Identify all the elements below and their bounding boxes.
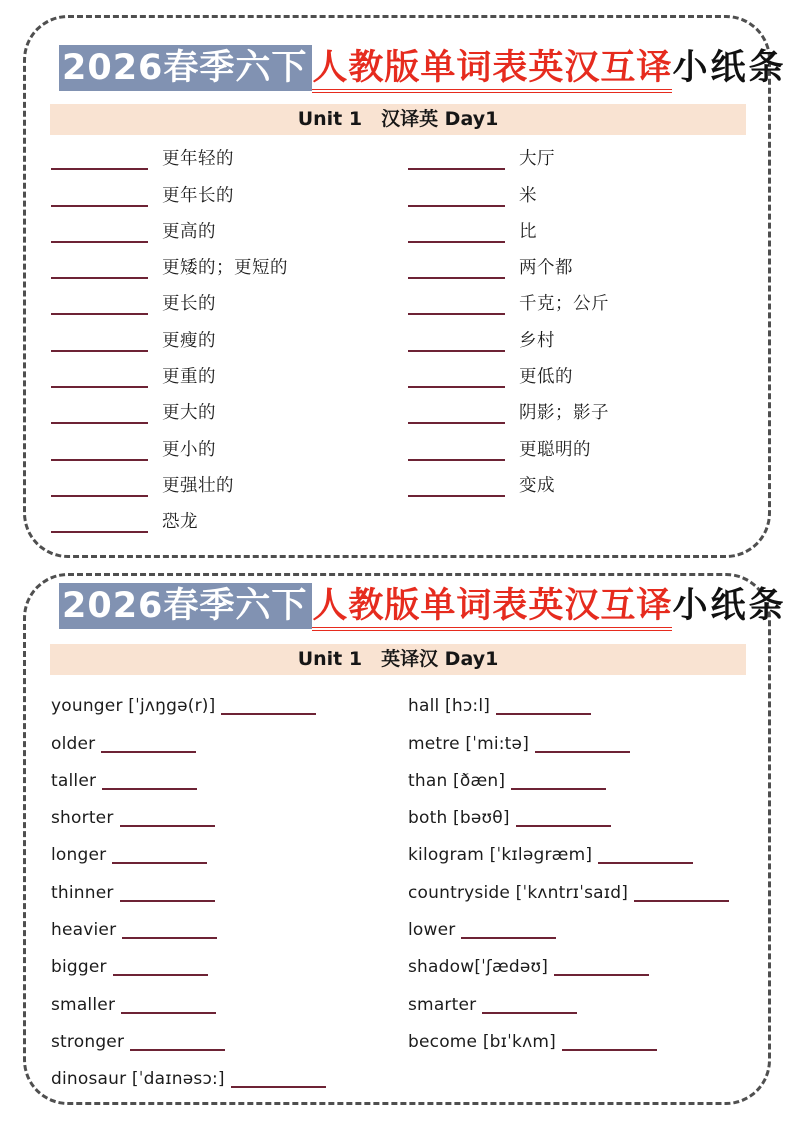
- answer-blank-line: [231, 1086, 326, 1088]
- cn-vocab-row: [408, 138, 760, 174]
- answer-blank-line: [51, 277, 148, 279]
- cn-vocab-row: [51, 392, 408, 428]
- answer-blank-line: [102, 788, 197, 790]
- cn-vocab-row: [51, 428, 408, 464]
- chinese-word: 更小的: [162, 439, 216, 460]
- chinese-word: 更重的: [162, 367, 216, 388]
- chinese-word: 更聪明的: [519, 439, 591, 460]
- title-suffix: 小纸条: [672, 48, 787, 88]
- answer-blank-line: [408, 168, 505, 170]
- answer-blank-line: [408, 205, 505, 207]
- english-word: metre [ˈmi:tə]: [408, 733, 530, 754]
- chinese-word: 更高的: [162, 221, 216, 242]
- english-word: dinosaur [ˈdaɪnəsɔ:]: [51, 1069, 225, 1090]
- answer-blank-line: [554, 974, 649, 976]
- title-red-underlined: 人教版单词表英汉互译: [312, 586, 672, 631]
- en-vocab-row: [408, 719, 760, 756]
- answer-blank-line: [408, 241, 505, 243]
- cn-vocab-row: [408, 247, 760, 283]
- chinese-word: 更低的: [519, 367, 573, 388]
- cn-vocab-row: [51, 211, 408, 247]
- cn-vocab-row: [408, 465, 760, 501]
- answer-blank-line: [634, 900, 729, 902]
- en-vocab-row: [408, 906, 760, 943]
- cn-vocab-row: [51, 319, 408, 355]
- answer-blank-line: [408, 422, 505, 424]
- answer-blank-line: [408, 386, 505, 388]
- answer-blank-line: [408, 459, 505, 461]
- answer-blank-line: [120, 825, 215, 827]
- cn-vocab-row: [408, 392, 760, 428]
- answer-blank-line: [496, 713, 591, 715]
- chinese-word: 更长的: [162, 294, 216, 315]
- en-vocab-row: [51, 1055, 408, 1092]
- answer-blank-line: [130, 1049, 225, 1051]
- en-vocab-row: [408, 980, 760, 1017]
- en-vocab-row: [408, 682, 760, 719]
- chinese-word: 两个都: [519, 258, 573, 279]
- cn-vocab-row: [408, 356, 760, 392]
- answer-blank-line: [408, 350, 505, 352]
- english-word: thinner: [51, 882, 114, 903]
- en-vocab-row: [51, 719, 408, 756]
- answer-blank-line: [51, 205, 148, 207]
- cn-vocab-row: [408, 211, 760, 247]
- english-word: hall [hɔ:l]: [408, 696, 491, 717]
- english-word: than [ðæn]: [408, 770, 506, 791]
- cn-vocab-row: [408, 283, 760, 319]
- answer-blank-line: [482, 1012, 577, 1014]
- en-vocab-row: [51, 980, 408, 1017]
- en-vocab-row: [51, 831, 408, 868]
- title-highlight: 2026春季六下: [59, 583, 312, 629]
- answer-blank-line: [408, 495, 505, 497]
- answer-blank-line: [461, 937, 556, 939]
- en-vocab-row: [51, 868, 408, 905]
- chinese-word: 乡村: [519, 330, 555, 351]
- cn-vocab-row: [408, 174, 760, 210]
- en-vocab-row: [51, 757, 408, 794]
- english-word: younger [ˈjʌŋgə(r)]: [51, 696, 216, 717]
- cn-vocab-row: [408, 319, 760, 355]
- cn-vocab-row: [408, 428, 760, 464]
- chinese-word: 千克；公斤: [519, 294, 609, 315]
- english-word: stronger: [51, 1031, 125, 1052]
- chinese-word: 变成: [519, 475, 555, 496]
- en-vocab-row: [51, 794, 408, 831]
- english-word: kilogram [ˈkɪləgræm]: [408, 845, 593, 866]
- answer-blank-line: [408, 313, 505, 315]
- answer-blank-line: [535, 751, 630, 753]
- english-word: shorter: [51, 808, 114, 829]
- title-red-underlined: 人教版单词表英汉互译: [312, 48, 672, 93]
- chinese-word: 恐龙: [162, 512, 198, 533]
- left-column: [51, 138, 408, 537]
- en-vocab-row: [408, 794, 760, 831]
- cn-vocab-row: [51, 174, 408, 210]
- en-vocab-row: [408, 1018, 760, 1055]
- english-word: become [bɪˈkʌm]: [408, 1031, 556, 1052]
- cn-vocab-row: [51, 501, 408, 537]
- left-column: [51, 682, 408, 1092]
- chinese-word: 大厅: [519, 149, 555, 170]
- en-vocab-row: [51, 943, 408, 980]
- answer-blank-line: [122, 937, 217, 939]
- chinese-word: 更年长的: [162, 185, 234, 206]
- english-word: taller: [51, 770, 97, 791]
- right-column: [408, 138, 760, 537]
- answer-blank-line: [120, 900, 215, 902]
- title-suffix: 小纸条: [672, 586, 787, 626]
- right-column: [408, 682, 760, 1092]
- section-chinese-to-english: [23, 15, 787, 558]
- cn-vocab-row: [51, 138, 408, 174]
- en-vocab-row: [51, 906, 408, 943]
- cn-vocab-row: [51, 283, 408, 319]
- answer-blank-line: [51, 241, 148, 243]
- en-vocab-row: [51, 1018, 408, 1055]
- chinese-word: 米: [519, 185, 537, 206]
- english-word: longer: [51, 845, 107, 866]
- answer-blank-line: [51, 350, 148, 352]
- cn-vocab-row: [51, 465, 408, 501]
- cn-vocab-row: [51, 247, 408, 283]
- answer-blank-line: [598, 862, 693, 864]
- english-word: lower: [408, 920, 456, 941]
- answer-blank-line: [51, 168, 148, 170]
- answer-blank-line: [51, 531, 148, 533]
- answer-blank-line: [101, 751, 196, 753]
- answer-blank-line: [51, 313, 148, 315]
- chinese-word: 更瘦的: [162, 330, 216, 351]
- en-vocab-row: [408, 868, 760, 905]
- chinese-word: 比: [519, 221, 537, 242]
- english-word: smaller: [51, 994, 116, 1015]
- answer-blank-line: [112, 862, 207, 864]
- en-vocab-row: [408, 757, 760, 794]
- title-highlight: 2026春季六下: [59, 45, 312, 91]
- english-word: both [bəʊθ]: [408, 808, 510, 829]
- answer-blank-line: [121, 1012, 216, 1014]
- worksheet-title: [59, 44, 787, 92]
- chinese-word: 更矮的；更短的: [162, 258, 288, 279]
- vocab-columns: [51, 138, 760, 537]
- answer-blank-line: [511, 788, 606, 790]
- answer-blank-line: [51, 386, 148, 388]
- chinese-word: 更强壮的: [162, 475, 234, 496]
- english-word: countryside [ˈkʌntrɪˈsaɪd]: [408, 882, 629, 903]
- english-word: smarter: [408, 994, 477, 1015]
- section-english-to-chinese: [23, 573, 787, 1105]
- english-word: bigger: [51, 957, 107, 978]
- english-word: shadow[ˈʃædəʊ]: [408, 957, 549, 978]
- chinese-word: 更大的: [162, 403, 216, 424]
- answer-blank-line: [51, 495, 148, 497]
- en-vocab-row: [408, 943, 760, 980]
- answer-blank-line: [113, 974, 208, 976]
- vocab-columns: [51, 682, 760, 1092]
- cn-vocab-row: [51, 356, 408, 392]
- en-vocab-row: [408, 831, 760, 868]
- english-word: older: [51, 733, 96, 754]
- unit-header: Unit 1 汉译英 Day1: [50, 104, 746, 135]
- english-word: heavier: [51, 920, 117, 941]
- answer-blank-line: [516, 825, 611, 827]
- unit-header: Unit 1 英译汉 Day1: [50, 644, 746, 675]
- answer-blank-line: [51, 422, 148, 424]
- answer-blank-line: [408, 277, 505, 279]
- answer-blank-line: [51, 459, 148, 461]
- en-vocab-row: [51, 682, 408, 719]
- answer-blank-line: [562, 1049, 657, 1051]
- chinese-word: 阴影；影子: [519, 403, 609, 424]
- worksheet-title: [59, 582, 787, 630]
- answer-blank-line: [221, 713, 316, 715]
- chinese-word: 更年轻的: [162, 149, 234, 170]
